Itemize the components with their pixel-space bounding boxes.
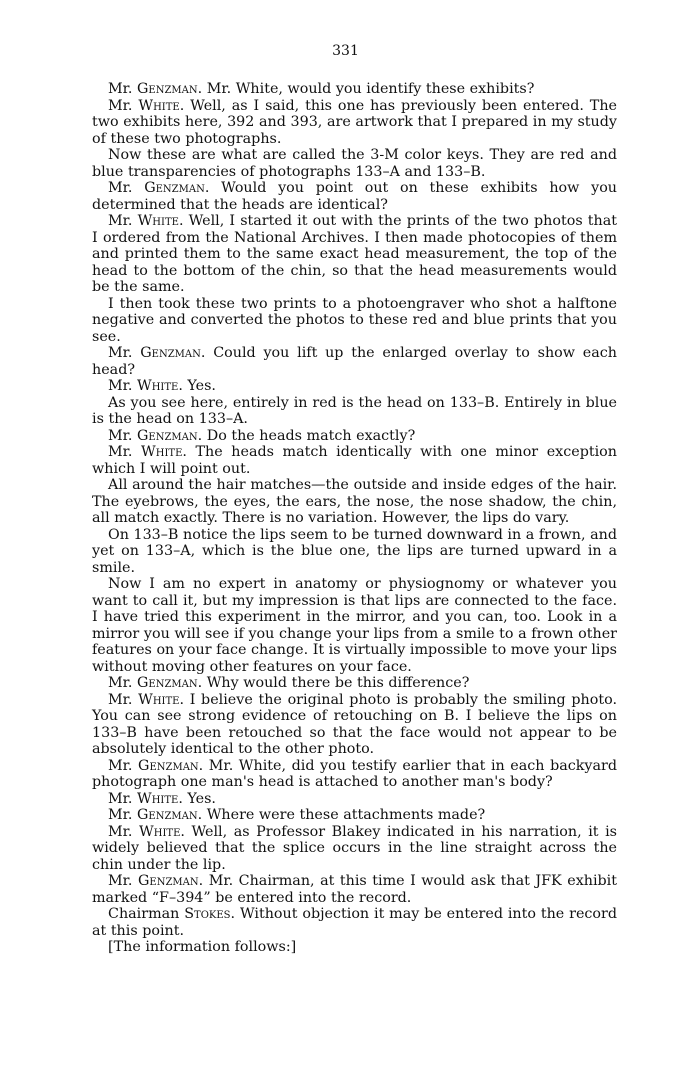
speaker-title: Mr. [108,444,133,460]
speaker-name: White [138,97,180,114]
transcript-paragraph [92,477,617,527]
speaker-name: White [137,378,179,394]
speaker-title: Mr. [108,213,133,229]
paragraph-text: As you see here, entirely in red is the head on 133–B. Entirely in blue is the head on 133–A. [92,394,617,427]
speaker-name: White [141,444,183,460]
transcript-paragraph [92,873,617,906]
transcript-body [92,81,617,956]
speaker-title: Mr. [108,807,133,823]
transcript-paragraph [92,296,617,346]
speaker-title: Mr. [108,675,133,691]
paragraph-text: [The information follows:] [108,939,297,955]
paragraph-text: . Could you lift up the enlarged overlay to show each head? [92,345,617,378]
transcript-paragraph [92,428,617,445]
paragraph-text: . Yes. [178,378,216,394]
paragraph-text: . Where were these attachments made? [197,807,486,823]
page-number: 331 [332,43,359,59]
transcript-paragraph [92,692,617,758]
transcript-paragraph [92,147,617,180]
speaker-name: White [137,213,179,229]
paragraph-text: . Without objection it may be entered into the record at this point. [92,906,618,939]
paragraph-text: . Mr. White, did you testify earlier that in each backyard photograph one man's head is attached to another man's body? [92,757,617,790]
speaker-name: Genzman [140,345,201,361]
speaker-title: Mr. [108,691,133,708]
paragraph-text: . Well, I started it out with the prints of the two photos that I ordered from the National Archives. I then made photocopies of them and printed them to the same exact head measurement, the top of the head to the bottom of the chin, so that the head measurements would be the same. [92,213,618,295]
speaker-name: White [137,790,179,807]
paragraph-text: . Well, as Professor Blakey indicated in his narration, it is widely believed that the splice occurs in the line straight across the chin under the lip. [92,823,617,873]
transcript-paragraph [92,675,617,692]
paragraph-text: . Well, as I said, this one has previously been entered. The two exhibits here, 392 and 393, are artwork that I prepared in my study of these two photographs. [92,97,618,147]
transcript-paragraph [92,180,617,213]
paragraph-text: On 133–B notice the lips seem to be turned downward in a frown, and yet on 133–A, which is the blue one, the lips are turned upward in a smile. [92,526,617,576]
paragraph-text: Now I am no expert in anatomy or physiognomy or whatever you want to call it, but my impression is that lips are connected to the face. I have tried this experiment in the mirror, and you can, too. Look in a mirror you will see if you change your lips from a smile to a frown other features on your face change. It is virtually impossible to move your lips without moving other features on your face. [92,576,617,675]
speaker-title: Mr. [108,378,133,394]
transcript-paragraph [92,444,617,477]
speaker-title: Mr. [108,81,133,97]
speaker-name: Genzman [137,81,198,97]
paragraph-text: . The heads match identically with one minor exception which I will point out. [92,444,617,477]
speaker-name: Genzman [137,873,199,889]
speaker-title: Chairman [108,906,180,922]
paragraph-text: . Would you point out on these exhibits how you determined that the heads are identical? [92,180,618,213]
speaker-title: Mr. [108,823,133,840]
transcript-paragraph [92,81,617,98]
transcript-paragraph [92,576,617,675]
transcript-paragraph [92,98,617,148]
paragraph-text: . Why would there be this difference? [197,675,470,691]
speaker-name: Genzman [137,427,198,444]
speaker-title: Mr. [108,180,133,196]
transcript-paragraph [92,758,617,791]
transcript-paragraph [92,527,617,577]
paragraph-text: . Do the heads match exactly? [197,427,416,444]
speaker-title: Mr. [108,427,133,444]
transcript-paragraph [92,824,617,874]
transcript-paragraph [92,395,617,428]
paragraph-text: I then took these two prints to a photoengraver who shot a halftone negative and converted the photos to these red and blue prints that you see. [92,295,617,345]
speaker-name: White [139,823,181,840]
transcript-paragraph [92,906,617,939]
speaker-name: White [138,691,180,708]
transcript-paragraph [92,213,617,296]
speaker-name: Genzman [137,807,198,823]
transcript-paragraph [92,345,617,378]
paragraph-text: All around the hair matches—the outside and inside edges of the hair. The eyebrows, the eyes, the ears, the nose, the nose shadow, the chin, all match exactly. There is no variation. However, the lips do vary. [92,477,617,526]
transcript-paragraph [92,378,617,395]
speaker-name: Stokes [184,906,231,922]
paragraph-text: . I believe the original photo is probably the smiling photo. You can see strong evidence of retouching on B. I believe the lips on 133–B have been retouched so that the face would not appear to be absolutely identical to the other photo. [92,691,617,757]
paragraph-text: Now these are what are called the 3-M color keys. They are red and blue transparencies of photographs 133–A and 133–B. [92,147,617,180]
speaker-title: Mr. [108,873,133,889]
speaker-name: Genzman [137,675,198,691]
speaker-title: Mr. [108,790,133,807]
paragraph-text: . Mr. White, would you identify these exhibits? [197,81,535,97]
paragraph-text: . Mr. Chairman, at this time I would ask that JFK exhibit marked “F–394” be entered into the record. [92,873,618,906]
transcript-paragraph [92,939,617,956]
speaker-title: Mr. [108,757,133,774]
transcript-paragraph [92,791,617,808]
paragraph-text: . Yes. [178,790,216,807]
transcript-paragraph [92,807,617,824]
speaker-name: Genzman [144,180,205,196]
speaker-title: Mr. [108,345,133,361]
speaker-title: Mr. [108,97,133,114]
speaker-name: Genzman [138,757,199,774]
